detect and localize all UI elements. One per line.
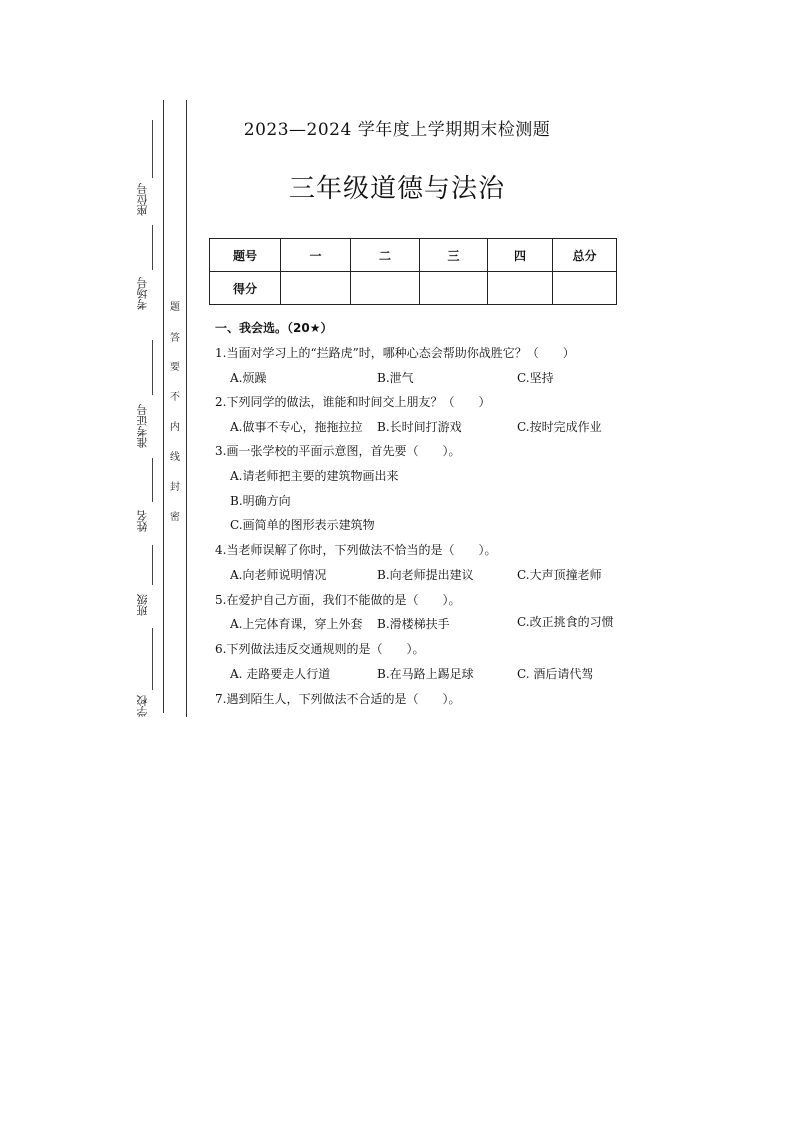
score-header-cell: 总分 bbox=[553, 239, 617, 272]
seal-char: 线 bbox=[170, 452, 180, 463]
question-2-option-a[interactable]: A.做事不专心，拖拖拉拉 bbox=[230, 420, 363, 434]
question-5: 5.在爱护自己方面，我们不能做的是（ ）。 bbox=[215, 593, 461, 607]
seal-char: 封 bbox=[170, 482, 180, 493]
question-4-option-a[interactable]: A.向老师说明情况 bbox=[230, 568, 327, 582]
name-blank[interactable] bbox=[152, 458, 153, 502]
question-1: 1.当面对学习上的“拦路虎”时，哪种心态会帮助你战胜它？（ ） bbox=[215, 346, 575, 360]
section-heading: 一、我会选。（20★） bbox=[215, 321, 333, 335]
ticket-number-label: 准考证号 bbox=[136, 404, 149, 448]
question-5-option-a[interactable]: A.上完体育课，穿上外套 bbox=[230, 617, 363, 631]
seal-char: 答 bbox=[170, 333, 180, 344]
score-header-cell: 二 bbox=[351, 239, 420, 272]
class-blank[interactable] bbox=[152, 545, 153, 585]
score-cell[interactable] bbox=[420, 272, 488, 305]
question-1-option-b[interactable]: B.泄气 bbox=[377, 371, 414, 385]
question-6: 6.下列做法违反交通规则的是（ ）。 bbox=[215, 642, 425, 656]
room-number-blank[interactable] bbox=[152, 225, 153, 270]
score-table-score-row bbox=[210, 272, 617, 305]
question-1-option-a[interactable]: A.烦躁 bbox=[230, 371, 267, 385]
question-3: 3.画一张学校的平面示意图，首先要（ ）。 bbox=[215, 444, 461, 458]
question-5-option-c[interactable]: C.改正挑食的习惯 bbox=[517, 615, 614, 629]
score-header-cell: 四 bbox=[488, 239, 553, 272]
question-7: 7.遇到陌生人，下列做法不合适的是（ ）。 bbox=[215, 692, 461, 706]
school-label: 学校 bbox=[136, 695, 149, 717]
score-row-label: 得分 bbox=[210, 272, 281, 305]
seal-char: 密 bbox=[170, 512, 180, 523]
score-header-cell: 题号 bbox=[210, 239, 281, 272]
seal-char: 不 bbox=[170, 392, 180, 403]
question-6-option-a[interactable]: A. 走路要走人行道 bbox=[230, 667, 331, 681]
score-header-cell: 三 bbox=[420, 239, 488, 272]
subject-title: 三年级道德与法治 bbox=[288, 174, 505, 204]
question-3-option-a[interactable]: A.请老师把主要的建筑物画出来 bbox=[230, 469, 399, 483]
class-label: 班级 bbox=[136, 594, 149, 616]
question-2: 2.下列同学的做法，谁能和时间交上朋友？（ ） bbox=[215, 395, 491, 409]
score-table bbox=[209, 238, 617, 305]
question-4-option-b[interactable]: B.向老师提出建议 bbox=[377, 568, 474, 582]
seat-number-label: 座位号 bbox=[136, 183, 149, 217]
seal-char: 内 bbox=[170, 422, 180, 433]
room-number-label: 考场号 bbox=[136, 277, 149, 311]
seal-char: 要 bbox=[170, 362, 180, 373]
question-1-option-c[interactable]: C.坚持 bbox=[517, 371, 554, 385]
name-label: 姓名 bbox=[136, 510, 149, 532]
question-4-option-c[interactable]: C.大声顶撞老师 bbox=[517, 568, 602, 582]
ticket-number-blank[interactable] bbox=[152, 340, 153, 395]
question-3-option-b[interactable]: B.明确方向 bbox=[230, 494, 291, 508]
school-blank[interactable] bbox=[152, 628, 153, 690]
score-cell[interactable] bbox=[488, 272, 553, 305]
seal-char: 题 bbox=[170, 302, 180, 313]
question-6-option-c[interactable]: C. 酒后请代驾 bbox=[517, 667, 594, 681]
score-cell[interactable] bbox=[351, 272, 420, 305]
question-2-option-b[interactable]: B.长时间打游戏 bbox=[377, 420, 462, 434]
score-cell[interactable] bbox=[281, 272, 351, 305]
question-3-option-c[interactable]: C.画简单的图形表示建筑物 bbox=[230, 518, 375, 532]
question-5-option-b[interactable]: B.滑楼梯扶手 bbox=[377, 617, 450, 631]
score-header-cell: 一 bbox=[281, 239, 351, 272]
question-4: 4.当老师误解了你时，下列做法不恰当的是（ ）。 bbox=[215, 543, 497, 557]
exam-title: 2023—2024 学年度上学期期末检测题 bbox=[243, 120, 551, 140]
question-6-option-b[interactable]: B.在马路上踢足球 bbox=[377, 667, 474, 681]
score-table-header-row bbox=[210, 239, 617, 272]
score-cell[interactable] bbox=[553, 272, 617, 305]
question-2-option-c[interactable]: C.按时完成作业 bbox=[517, 420, 602, 434]
